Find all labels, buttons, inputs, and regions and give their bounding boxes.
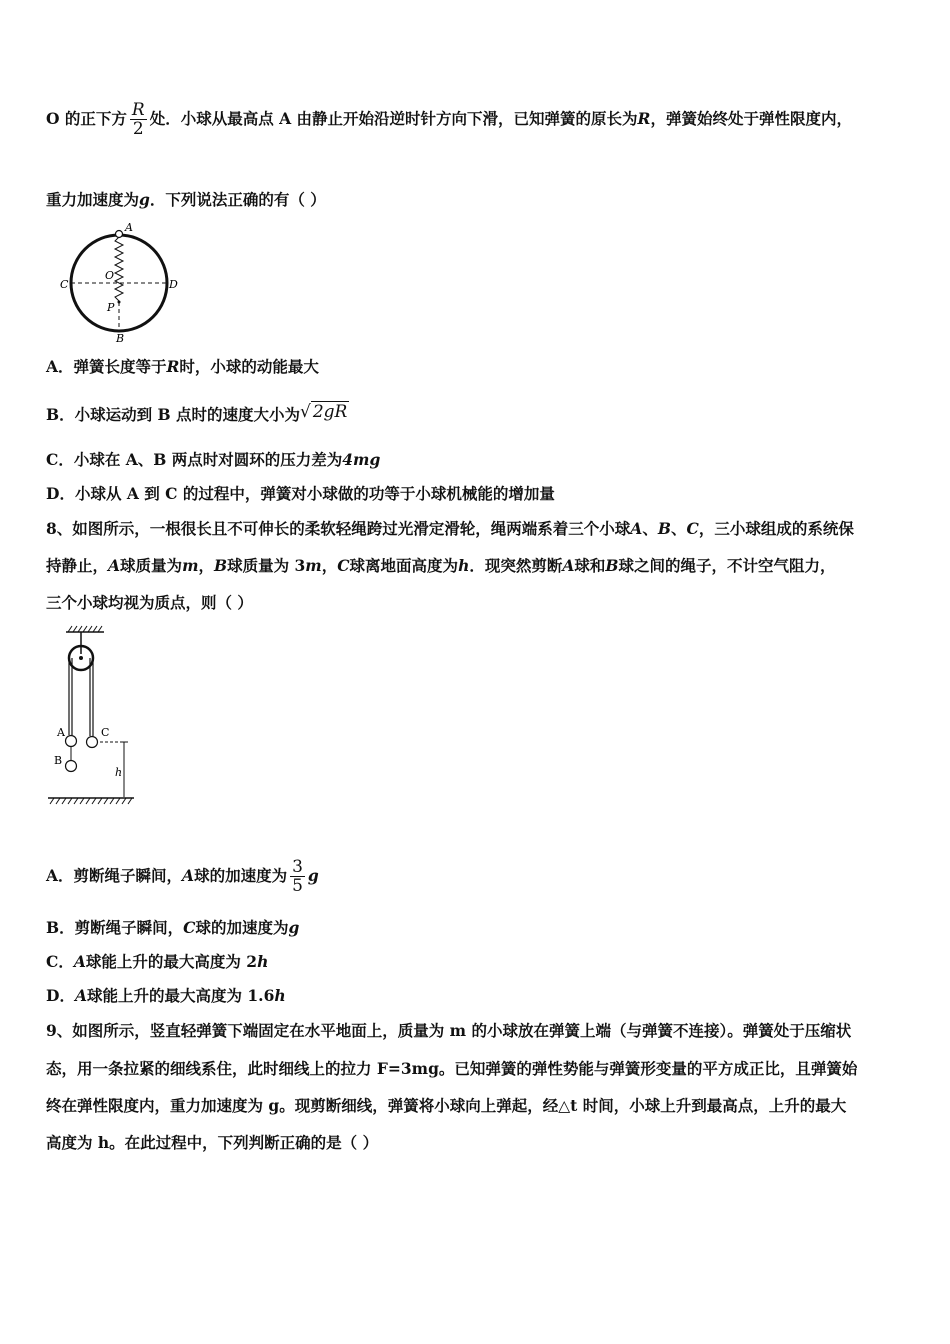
q8-option-b: B．剪断绳子瞬间，C球的加速度为g bbox=[46, 918, 300, 937]
label-h: h bbox=[115, 766, 123, 779]
label-a: A bbox=[125, 222, 133, 234]
q8-stem-line3: 三个小球均视为质点，则（ ） bbox=[46, 593, 253, 612]
fraction-3-over-5: $\frac{3}{5}$ bbox=[292, 857, 303, 896]
q8-figure-pulley bbox=[44, 624, 144, 806]
q9-stem-line3: 终在弹性限度内，重力加速度为 g。现剪断细线，弹簧将小球向上弹起，经△t 时间，小球上升到最高点，上升的最大 bbox=[46, 1096, 847, 1115]
q7-stem-line1: O 的正下方 $\frac{R}{2}$ 处．小球从最高点 A 由静止开始沿逆时针方向下滑，已知弹簧的原长为R，弹簧始终处于弹性限度内， bbox=[46, 100, 852, 139]
q7-figure-ring-spring bbox=[52, 222, 187, 344]
q7-option-c: C．小球在 A、B 两点时对圆环的压力差为4mg bbox=[46, 450, 381, 469]
point-p bbox=[118, 301, 121, 304]
label-d: D bbox=[169, 278, 178, 291]
q7-stem-line2: 重力加速度为g．下列说法正确的有（ ） bbox=[46, 190, 326, 209]
spring-coil bbox=[115, 237, 123, 301]
q7-option-b: B．小球运动到 B 点时的速度大小为√ 2gR bbox=[46, 402, 348, 424]
q8-stem-line2: 持静止，A球质量为m，B球质量为 3m，C球离地面高度为h．现突然剪断A球和B球之间的绳子，不计空气阻力， bbox=[46, 556, 836, 575]
label-b: B bbox=[116, 332, 125, 344]
q9-stem-line4: 高度为 h。在此过程中，下列判断正确的是（ ） bbox=[46, 1133, 379, 1152]
ball-at-a bbox=[116, 231, 123, 238]
ball-c bbox=[87, 737, 98, 748]
ball-b bbox=[66, 761, 77, 772]
label-o: O bbox=[105, 269, 115, 282]
q9-stem-line2: 态，用一条拉紧的细线系住，此时细线上的拉力 F=3mg。已知弹簧的弹性势能与弹簧形变量的平方成正比，且弹簧始 bbox=[46, 1059, 858, 1078]
label-b: B bbox=[54, 754, 63, 767]
q7-option-d: D．小球从 A 到 C 的过程中，弹簧对小球做的功等于小球机械能的增加量 bbox=[46, 484, 555, 503]
label-a: A bbox=[57, 726, 65, 739]
q8-option-c: C．A球能上升的最大高度为 2h bbox=[46, 952, 269, 971]
fraction-r-over-2: $\frac{R}{2}$ bbox=[131, 100, 145, 139]
q8-option-d: D．A球能上升的最大高度为 1.6h bbox=[46, 986, 286, 1005]
q8-option-a: A．剪断绳子瞬间，A球的加速度为 $\frac{3}{5}$ g bbox=[46, 857, 319, 896]
q7-option-a: A．弹簧长度等于R时，小球的动能最大 bbox=[46, 357, 319, 376]
sqrt-2gr: √ 2gR bbox=[300, 402, 348, 422]
label-c: C bbox=[101, 726, 110, 739]
q9-stem-line1: 9、如图所示，竖直轻弹簧下端固定在水平地面上，质量为 m 的小球放在弹簧上端（与弹簧不连接）。弹簧处于压缩状 bbox=[46, 1021, 852, 1040]
label-c: C bbox=[60, 278, 69, 291]
q8-stem-line1: 8、如图所示，一根很长且不可伸长的柔软轻绳跨过光滑定滑轮，绳两端系着三个小球A、B、C，三小球组成的系统保 bbox=[46, 519, 854, 538]
label-p: P bbox=[107, 301, 115, 314]
ball-a bbox=[66, 736, 77, 747]
